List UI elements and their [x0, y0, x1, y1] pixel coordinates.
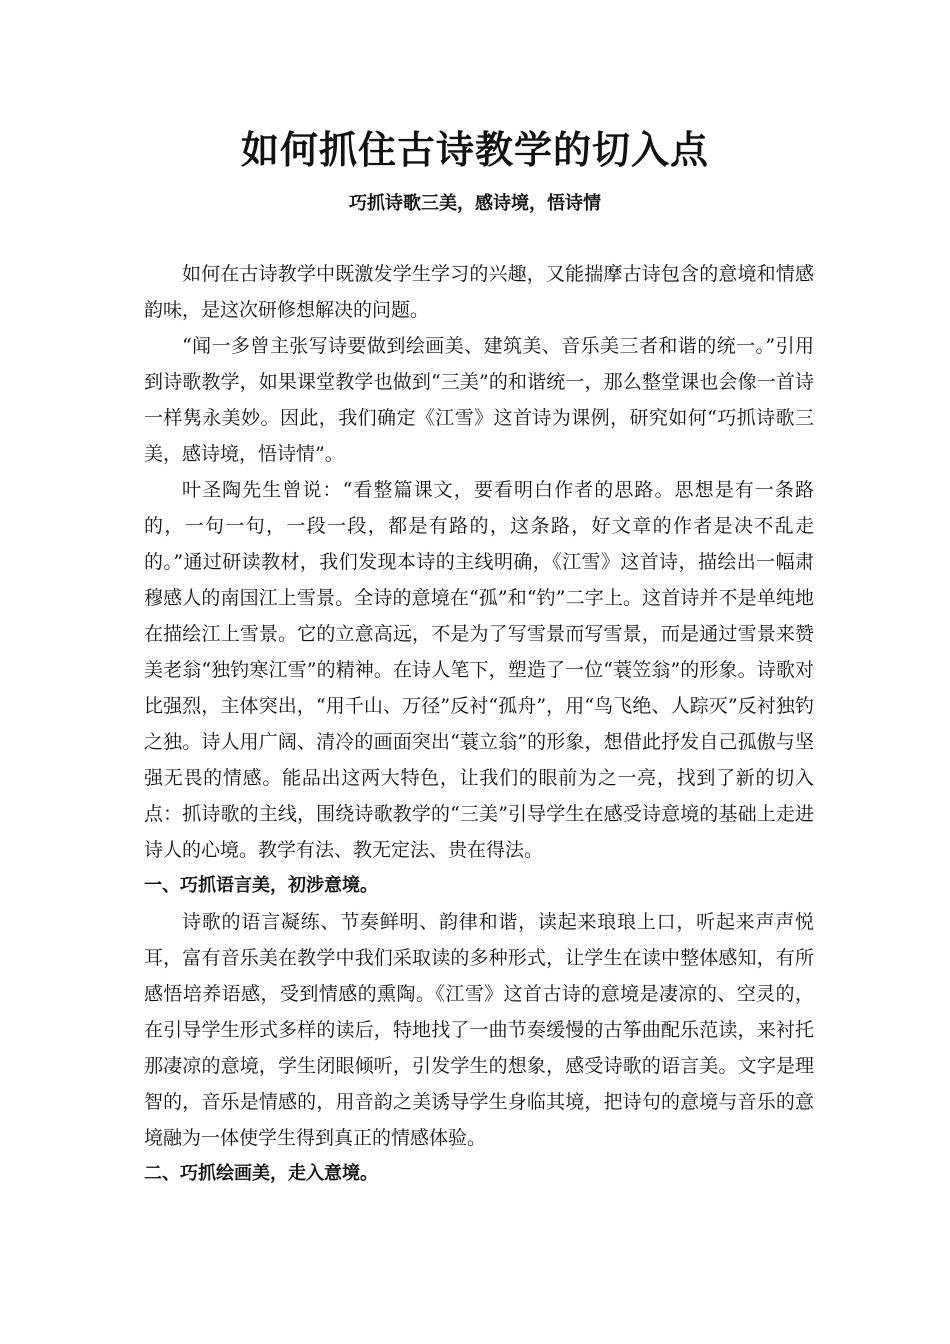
section-heading-2: 二、巧抓绘画美，走入意境。	[144, 1163, 378, 1184]
page-title: 如何抓住古诗教学的切入点	[240, 127, 709, 172]
page-subtitle: 巧抓诗歌三美，感诗境，悟诗情	[349, 193, 601, 214]
paragraph-1: 如何在古诗教学中既激发学生学习的兴趣，又能揣摩古诗包含的意境和情感韵味，是这次研修想解决的问题。	[144, 263, 814, 321]
document-body	[144, 256, 814, 1192]
paragraph-3: 叶圣陶先生曾说：“看整篇课文，要看明白作者的思路。思想是有一条路的，一句一句，一段一段，都是有路的，这条路，好文章的作者是决不乱走的。”通过研读教材，我们发现本诗的主线明确，《江雪》这首诗，描绘出一幅肃穆感人的南国江上雪景。全诗的意境在“孤”和“钓”二字上。这首诗并不是单纯地在描绘江上雪景。它的立意高远，不是为了写雪景而写雪景，而是通过雪景来赞美老翁“独钓寒江雪”的精神。在诗人笔下，塑造了一位“蓑笠翁”的形象。诗歌对比强烈，主体突出，“用千山、万径”反衬“孤舟”，用“鸟飞绝、人踪灭”反衬独钓之独。诗人用广阔、清冷的画面突出“蓑立翁”的形象，想借此抒发自己孤傲与坚强无畏的情感。能品出这两大特色，让我们的眼前为之一亮，找到了新的切入点：抓诗歌的主线，围绕诗歌教学的“三美”引导学生在感受诗意境的基础上走进诗人的心境。教学有法、教无定法、贵在得法。	[144, 479, 814, 861]
section-heading-1: 一、巧抓语言美，初涉意境。	[144, 875, 378, 896]
section-1-paragraph: 诗歌的语言凝练、节奏鲜明、韵律和谐，读起来琅琅上口，听起来声声悦耳，富有音乐美在教学中我们采取读的多种形式，让学生在读中整体感知，有所感悟培养语感，受到情感的熏陶。《江雪》这首古诗的意境是凄凉的、空灵的，在引导学生形式多样的读后，特地找了一曲节奏缓慢的古筝曲配乐范读，来衬托那凄凉的意境，学生闭眼倾听，引发学生的想象，感受诗歌的语言美。文字是理智的，音乐是情感的，用音韵之美诱导学生身临其境，把诗句的意境与音乐的意境融为一体使学生得到真正的情感体验。	[144, 911, 814, 1149]
paragraph-2: “闻一多曾主张写诗要做到绘画美、建筑美、音乐美三者和谐的统一。”引用到诗歌教学，如果课堂教学也做到“三美”的和谐统一，那么整堂课也会像一首诗一样隽永美妙。因此，我们确定《江雪》这首诗为课例，研究如何“巧抓诗歌三美，感诗境，悟诗情”。	[144, 335, 814, 465]
